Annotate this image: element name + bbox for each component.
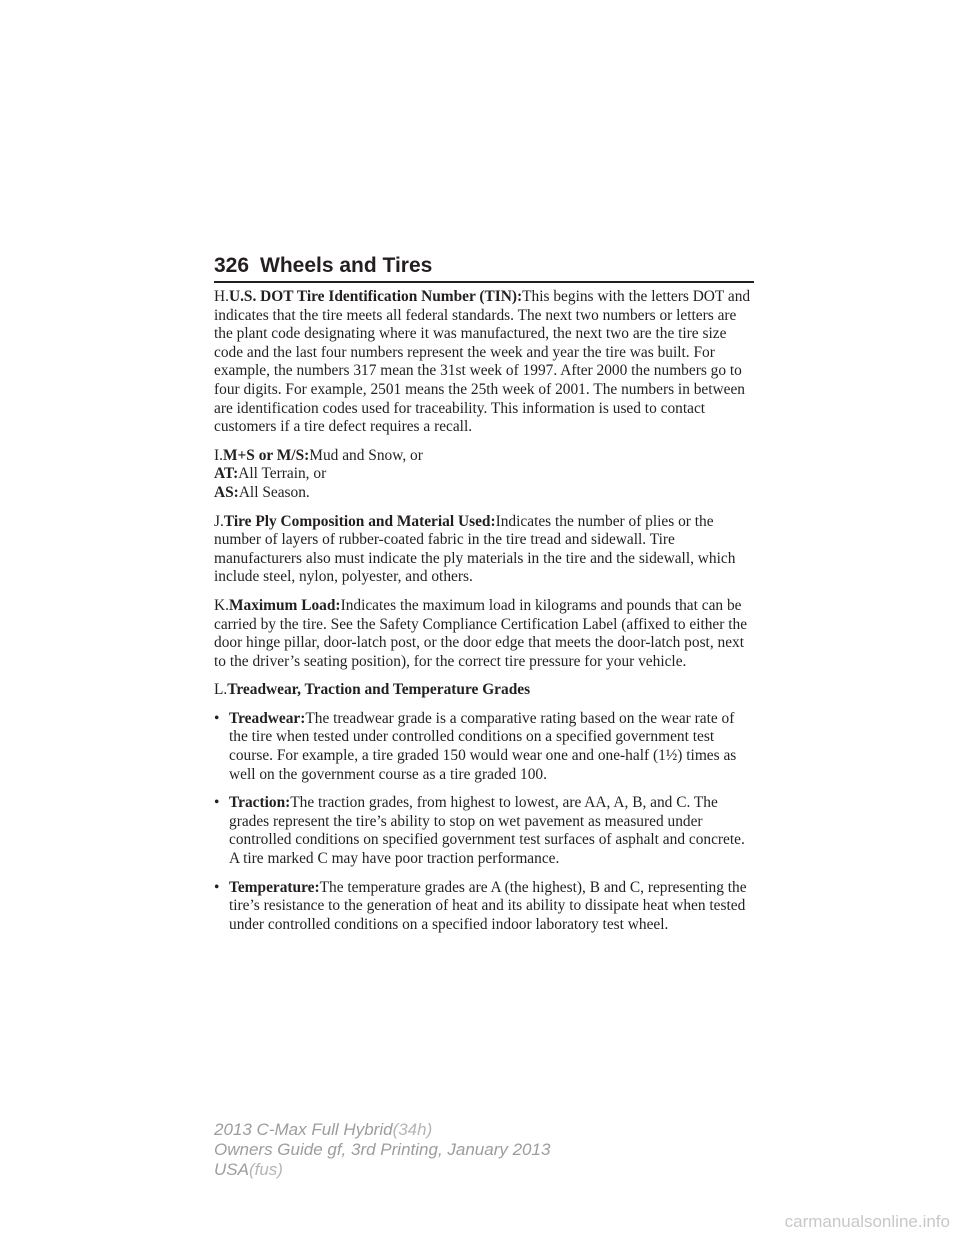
item-letter: K. [214, 596, 229, 614]
item-letter: L. [214, 681, 228, 699]
item-term: M+S or M/S: [222, 446, 310, 464]
bullet-term: Traction: [229, 794, 291, 812]
item-term: U.S. DOT Tire Identification Number (TIN): [228, 288, 523, 305]
item-text: Indicates the number of plies or the number of layers of rubber-coated fabric in the tire tread and sidewall. Tire manufacturers also must indicate the ply materials in the tire and the sidewall, which include steel, nylon, polyester, and others. [214, 512, 736, 586]
bullet-term: Temperature: [229, 878, 320, 896]
paragraph-h [214, 288, 754, 437]
bullet-icon: • [214, 709, 220, 727]
item-text: All Terrain, or [238, 465, 327, 483]
bullet-treadwear [214, 710, 754, 784]
footer-model-code: (34h) [392, 1120, 433, 1139]
item-term: Maximum Load: [228, 596, 341, 614]
footer-market-code: (fus) [248, 1160, 283, 1179]
item-term: AT: [214, 465, 239, 483]
item-text: This begins with the letters DOT and indicates that the tire meets all federal standards. The next two numbers or letters are the plant code designating where it was manufactured, the next two are the tire size code and the last four numbers represent the week and year the tire was built. For example, the numbers 317 mean the 31st week of 1997. After 2000 the numbers go to four digits. For example, 2501 means the 25th week of 2001. The numbers in between are identification codes used for traceability. This information is used to contact customers if a tire defect requires a recall. [214, 288, 751, 436]
document-footer [214, 1120, 550, 1180]
paragraph-l [214, 681, 754, 700]
page-header [214, 252, 754, 284]
item-letter: J. [214, 512, 224, 530]
item-term: Tire Ply Composition and Material Used: [223, 512, 496, 530]
site-watermark: carmanualsonline.info [784, 1212, 950, 1231]
footer-market: USA [214, 1160, 249, 1179]
footer-line-guide: Owners Guide gf, 3rd Printing, January 2013 [214, 1140, 551, 1159]
item-term: AS: [214, 483, 239, 501]
bullet-text: The treadwear grade is a comparative rating based on the wear rate of the tire when tested under controlled conditions on a specified government test course. For example, a tire graded 150 would wear one and one-half (1½) times as well on the government course as a tire graded 100. [229, 709, 737, 783]
header-rule [214, 281, 754, 283]
footer-model: 2013 C-Max Full Hybrid [214, 1120, 393, 1139]
item-letter: I. [214, 446, 223, 464]
bullet-temperature [214, 879, 754, 935]
bullet-text: The traction grades, from highest to lowest, are AA, A, B, and C. The grades represent the tire’s ability to stop on wet pavement as measured under controlled conditions on specified government test surfaces of asphalt and concrete. A tire marked C may have poor traction performance. [229, 794, 745, 868]
bullet-icon: • [214, 794, 220, 812]
item-text: Mud and Snow, or [309, 446, 423, 464]
footer-line-market [214, 1160, 550, 1180]
bullet-text: The temperature grades are A (the highest), B and C, representing the tire’s resistance to the generation of heat and its ability to dissipate heat when tested under controlled conditions on a specified indoor laboratory test wheel. [229, 878, 747, 933]
paragraph-k [214, 597, 754, 671]
page-number: 326 [214, 254, 250, 277]
paragraph-j [214, 513, 754, 587]
paragraph-i [214, 447, 754, 503]
section-title: Wheels and Tires [260, 254, 433, 277]
page-content [214, 288, 754, 944]
footer-line-model [214, 1120, 550, 1140]
bullet-icon: • [214, 878, 220, 896]
item-term: Treadwear, Traction and Temperature Grades [227, 681, 531, 699]
bullet-term: Treadwear: [229, 709, 306, 727]
bullet-traction [214, 794, 754, 868]
item-letter: H. [214, 288, 229, 305]
item-text: Indicates the maximum load in kilograms and pounds that can be carried by the tire. See the Safety Compliance Certification Label (affixed to either the door hinge pillar, door-latch post, or the door edge that meets the door-latch post, next to the driver’s seating position), for the correct tire pressure for your vehicle. [214, 596, 748, 670]
item-text: All Season. [238, 483, 310, 501]
